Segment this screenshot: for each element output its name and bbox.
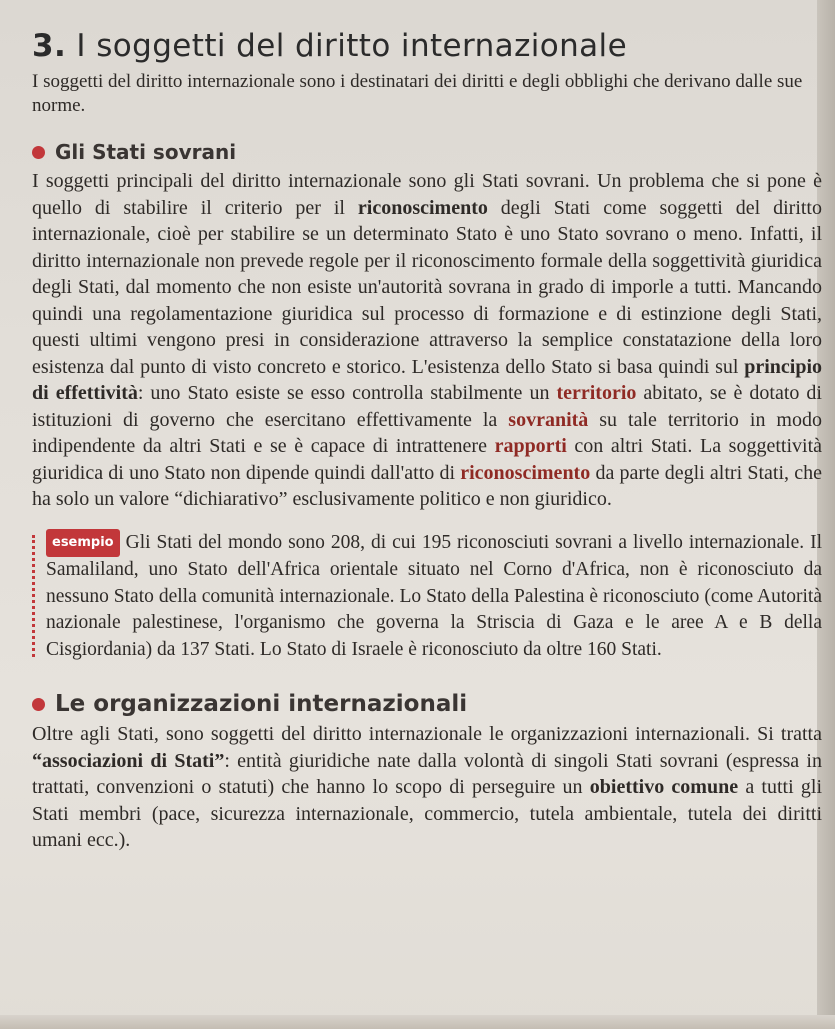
- section-heading-stati: [32, 140, 822, 164]
- text-run: su tale territorio in modo indipendente da altri Stati e se è capace di intrattenere: [32, 408, 822, 457]
- keyword-associazioni-di-stati: “associazioni di Stati”: [32, 749, 225, 772]
- text-run: : entità giuridiche nate dalla volontà di singoli Stati sovrani (espressa in trattati, convenzioni o statuti) che hanno lo scopo di perseguire un: [32, 749, 822, 798]
- chapter-title: [32, 28, 822, 64]
- section-heading-text: Le organizzazioni internazionali: [55, 691, 468, 717]
- text-run: a tutti gli Stati membri (pace, sicurezza internazionale, commercio, tutela ambientale, tutela dei diritti umani ecc.).: [32, 776, 823, 851]
- text-run: abitato, se è dotato di istituzioni di governo che esercitano effettivamente la: [32, 382, 822, 431]
- text-run: I soggetti principali del diritto internazionale sono gli Stati sovrani. Un problema che si pone è quello di stabilire il criterio per il: [32, 170, 822, 219]
- section-heading-text: Gli Stati sovrani: [55, 140, 237, 164]
- bullet-dot-icon: [32, 698, 45, 711]
- paragraph-organizzazioni: [32, 721, 822, 854]
- text-run: degli Stati come soggetti del diritto internazionale, cioè per stabilire se un determinato Stato è uno Stato sovrano o meno. Infatti, il diritto internazionale non prevede regole per il riconoscimento formale della soggettività giuridica degli Stati, dal momento che non esiste un'autorità sovrana in grado di imporle a tutti. Mancando quindi una regolamentazione giuridica sul processo di formazione e di estinzione degli Stati, questi ultimi vengono presi in considerazione attraverso la semplice constatazione della loro esistenza dal punto di visto concreto e storico. L'esistenza dello Stato si basa quindi sul: [32, 196, 822, 378]
- keyword-riconoscimento-2: riconoscimento: [460, 461, 591, 484]
- intro-paragraph: I soggetti del diritto internazionale sono i destinatari dei diritti e degli obblighi che derivano dalle sue norme.: [32, 71, 803, 116]
- keyword-rapporti: rapporti: [494, 435, 567, 457]
- keyword-sovranita: sovranità: [508, 408, 589, 431]
- page-content: [32, 28, 822, 854]
- text-run: con altri Stati. La soggettività giuridica di uno Stato non dipende quindi dall'atto di: [32, 435, 822, 484]
- example-text: Gli Stati del mondo sono 208, di cui 195 riconosciuti sovrani a livello internazionale. Il Samaliland, uno Stato dell'Africa orientale situato nel Corno d'Africa, non è riconosciuto da nessuno Stato della comunità internazionale. Lo Stato della Palestina è riconosciuto (come Autorità nazionale palestinese, l'organismo che governa la Striscia di Gaza e le aree A e B della Cisgiordania) da 137 Stati. Lo Stato di Israele è riconosciuto da oltre 160 Stati.: [46, 531, 822, 660]
- keyword-territorio: territorio: [556, 382, 637, 404]
- chapter-number: 3.: [32, 28, 67, 64]
- text-run: da parte degli altri Stati, che ha solo un valore “dichiarativo” esclusivamente politico e non giuridico.: [32, 461, 822, 510]
- bullet-dot-icon: [32, 146, 45, 159]
- page-edge-bottom: [0, 1015, 835, 1029]
- example-tag: esempio: [46, 529, 120, 558]
- section-heading-organizzazioni: [32, 691, 822, 717]
- keyword-riconoscimento: riconoscimento: [357, 196, 488, 219]
- text-run: : uno Stato esiste se esso controlla stabilmente un: [137, 382, 557, 404]
- chapter-title-text: I soggetti del diritto internazionale: [76, 28, 628, 64]
- text-run: Oltre agli Stati, sono soggetti del diritto internazionale le organizzazioni internazionali. Si tratta: [32, 723, 822, 745]
- paragraph-stati-sovrani: [32, 168, 822, 513]
- keyword-obiettivo-comune: obiettivo comune: [589, 776, 739, 798]
- example-box: [32, 529, 822, 664]
- keyword-principio-effettivita: principio di effettività: [32, 355, 822, 404]
